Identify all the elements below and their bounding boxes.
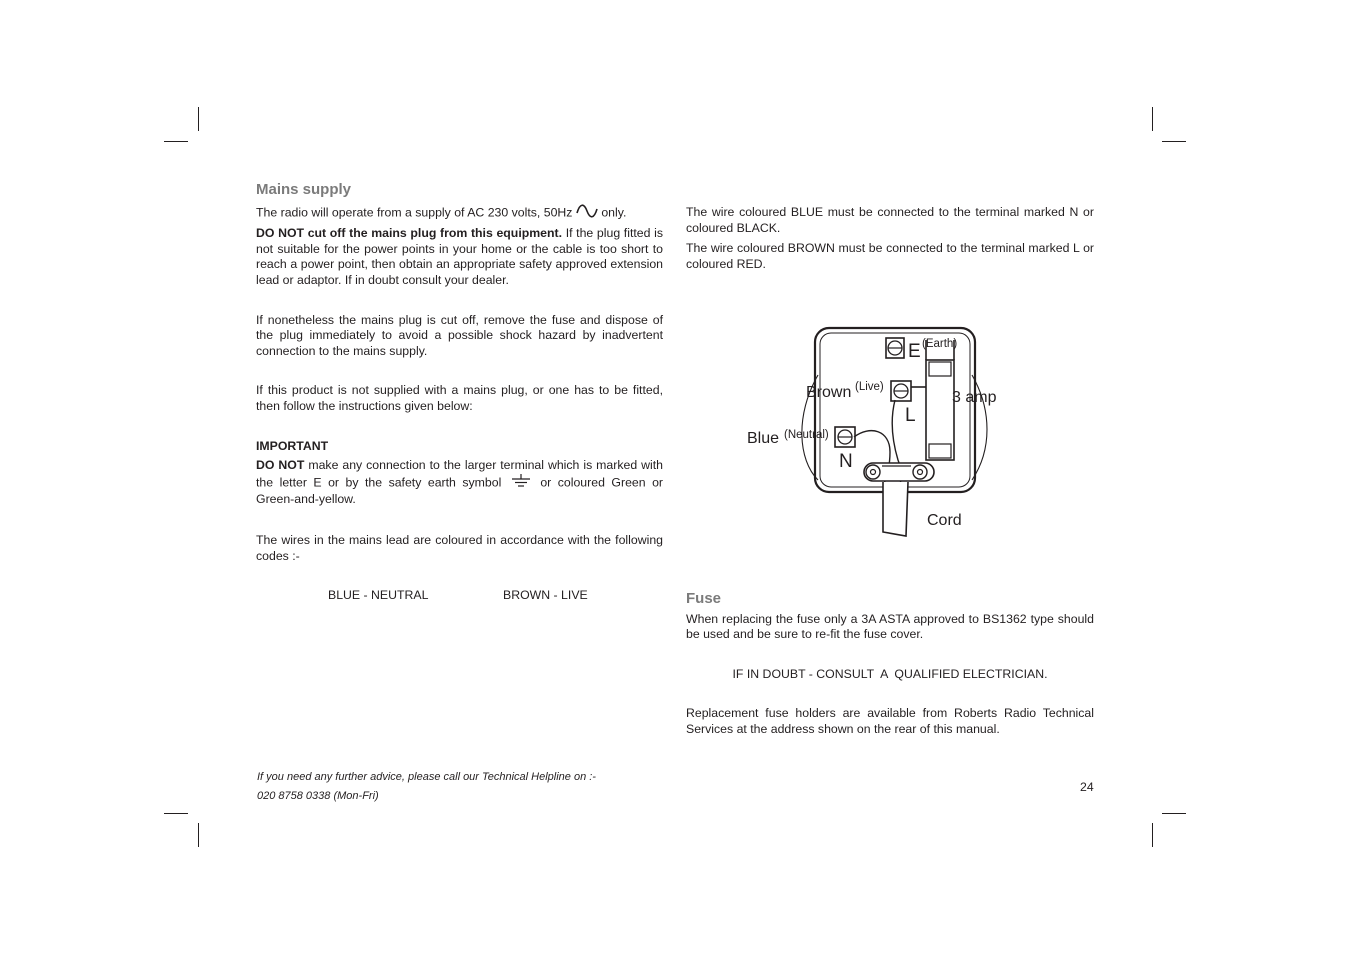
fuse-section	[686, 591, 1094, 738]
label-n: N	[839, 451, 853, 472]
do-not-cut-paragraph: DO NOT cut off the mains plug from this equipment. If the plug fitted is not suitable for the power points in your home or the cable is too short to reach a power point, then obtain an appropriate safety approved extension lead or adaptor. If in doubt consult your dealer.	[256, 226, 663, 287]
earth-symbol-icon	[511, 474, 531, 493]
important-heading: IMPORTANT	[256, 438, 329, 453]
ac-wave-icon	[576, 204, 598, 223]
label-e: E	[908, 341, 921, 362]
earth-warning-paragraph: DO NOT make any connection to the larger terminal which is marked with the letter E or by the safety earth symbol or coloured Green or Green-and-yellow.	[256, 458, 664, 507]
code-brown: BROWN - LIVE	[503, 588, 588, 602]
crop-mark	[164, 141, 188, 142]
crop-mark	[198, 107, 199, 131]
crop-mark	[164, 813, 188, 814]
wire-codes-paragraph: The wires in the mains lead are coloured in accordance with the following codes :-	[256, 532, 663, 563]
mains-supply-heading: Mains supply	[256, 181, 352, 198]
label-earth: (Earth)	[922, 338, 958, 350]
fuse	[926, 360, 954, 460]
brown-wire-paragraph: The wire coloured BROWN must be connected to the terminal marked L or coloured RED.	[686, 241, 1094, 271]
right-column-top	[686, 205, 1094, 272]
label-live: (Live)	[855, 381, 884, 393]
helpline-number: 020 8758 0338 (Mon-Fri)	[257, 789, 379, 802]
label-blue: Blue	[747, 430, 780, 447]
plug-wiring-diagram	[740, 320, 1010, 542]
voltage-paragraph: The radio will operate from a supply of AC 230 volts, 50Hz only.	[256, 204, 663, 223]
fuse-warning: IF IN DOUBT - CONSULT A QUALIFIED ELECTRICIAN.	[732, 666, 1048, 681]
blue-wire-paragraph: The wire coloured BLUE must be connected to the terminal marked N or coloured BLACK.	[686, 205, 1094, 235]
fuse-heading: Fuse	[686, 590, 722, 607]
crop-mark	[198, 823, 199, 847]
crop-mark	[1162, 141, 1186, 142]
helpline-footer	[257, 768, 596, 805]
helpline-text: If you need any further advice, please call our Technical Helpline on :-	[257, 771, 596, 783]
page-number: 24	[1080, 780, 1094, 794]
crop-mark	[1162, 813, 1186, 814]
crop-mark	[1152, 107, 1153, 131]
cut-off-paragraph: If nonetheless the mains plug is cut off, remove the fuse and dispose of the plug immediately to avoid a possible shock hazard by inadvertent connection to the mains supply.	[256, 312, 663, 358]
label-brown: Brown	[806, 384, 852, 401]
fuse-holders-paragraph: Replacement fuse holders are available from Roberts Radio Technical Services at the address shown on the rear of this manual.	[686, 706, 1094, 736]
label-neutral: (Neutral)	[784, 429, 829, 441]
label-3amp: 3 amp	[952, 389, 997, 406]
cord	[883, 482, 908, 536]
code-blue: BLUE - NEUTRAL	[328, 588, 429, 602]
left-column	[256, 182, 663, 564]
label-l: L	[905, 405, 916, 426]
label-cord: Cord	[927, 512, 962, 529]
crop-mark	[1152, 823, 1153, 847]
fuse-paragraph: When replacing the fuse only a 3A ASTA approved to BS1362 type should be used and be sure to re-fit the fuse cover.	[686, 611, 1094, 642]
fitting-paragraph: If this product is not supplied with a mains plug, or one has to be fitted, then follow the instructions given below:	[256, 383, 663, 413]
